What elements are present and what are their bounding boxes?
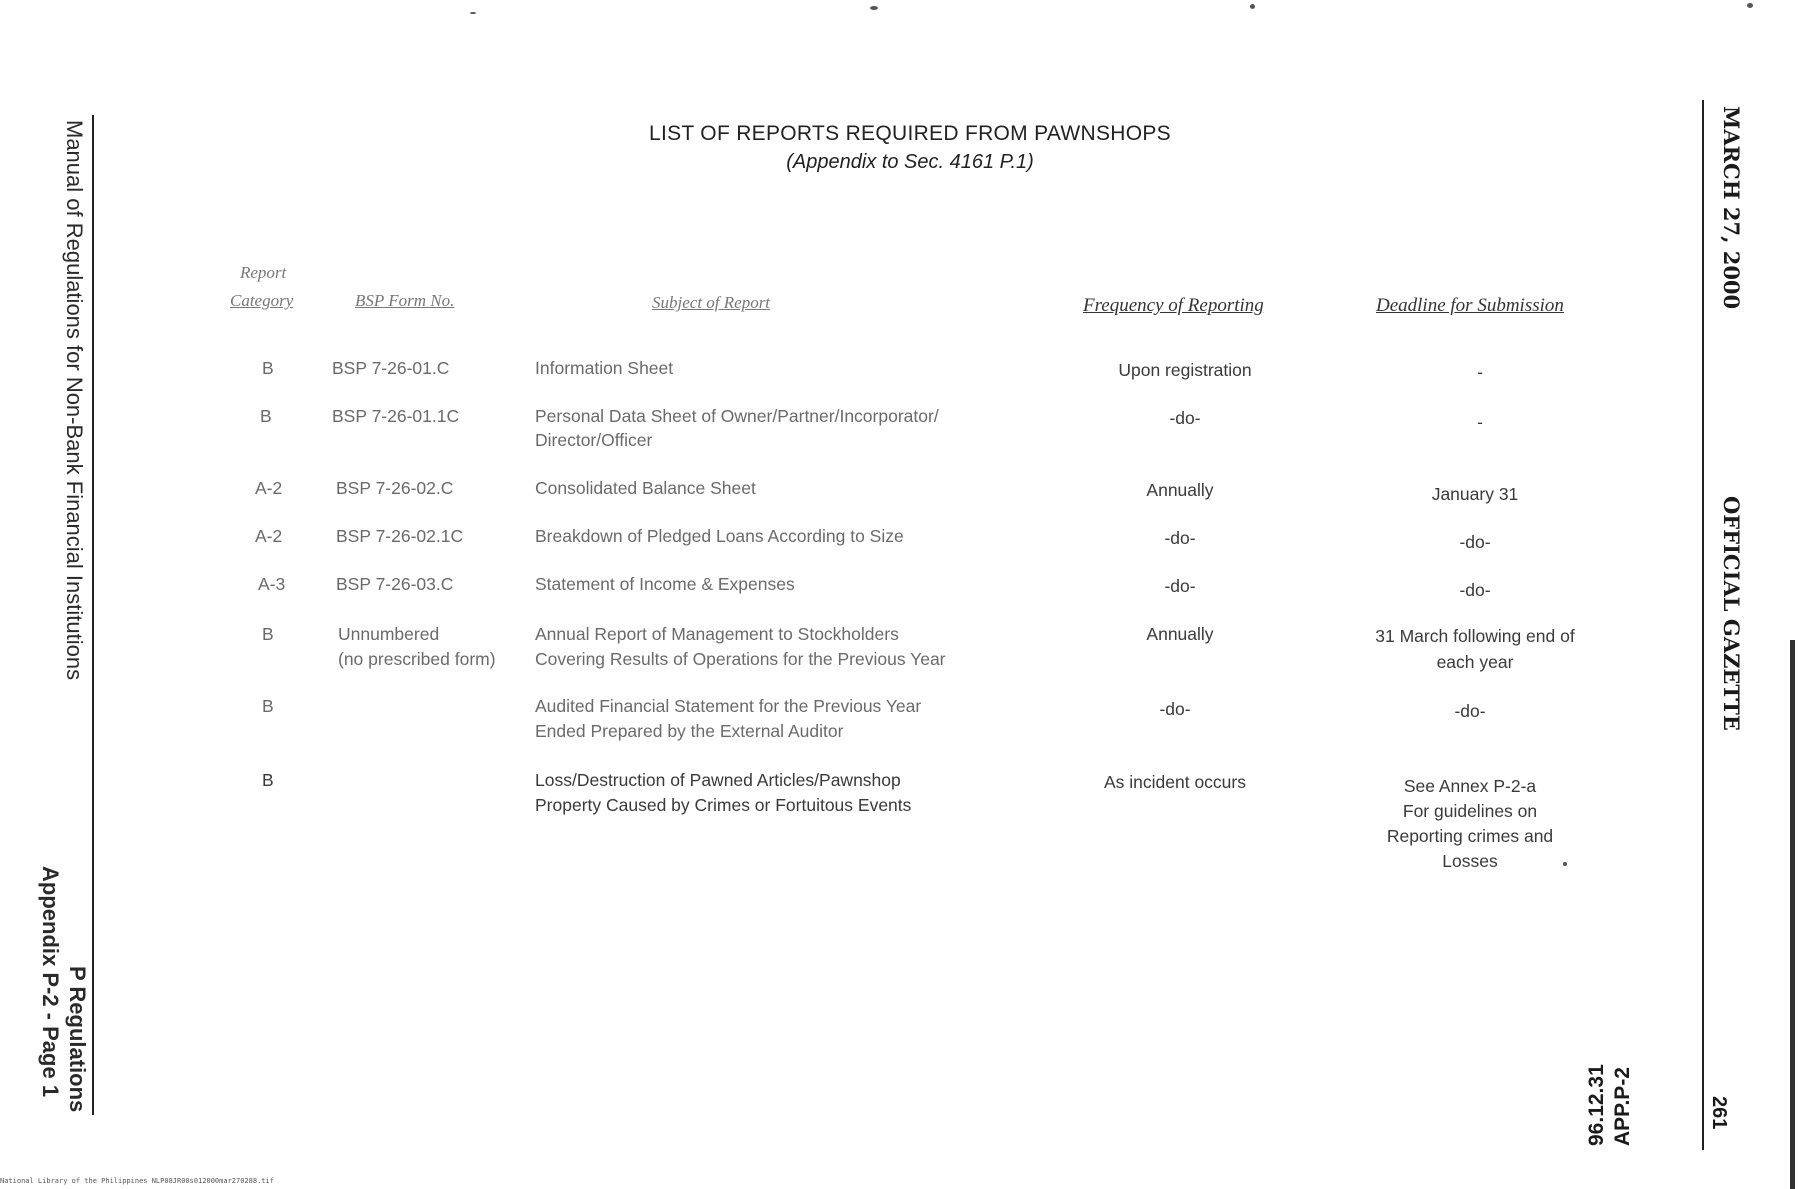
row-deadline-line2: each year bbox=[1436, 652, 1514, 672]
row-frequency: -do- bbox=[1159, 699, 1191, 719]
row-category: B bbox=[260, 406, 272, 426]
row-category: A-2 bbox=[255, 526, 283, 546]
row-deadline: -do- bbox=[1454, 701, 1486, 721]
row-subject-line2: Director/Officer bbox=[535, 430, 653, 450]
row-subject: Consolidated Balance Sheet bbox=[535, 478, 756, 498]
header-deadline: Deadline for Submission bbox=[1376, 295, 1564, 316]
header-form-no: BSP Form No. bbox=[355, 291, 455, 310]
header-category-line1: Report bbox=[240, 263, 287, 282]
scan-speck bbox=[870, 6, 878, 10]
row-subject-line2: Property Caused by Crimes or Fortuitous Events bbox=[535, 795, 912, 815]
row-frequency: -do- bbox=[1164, 528, 1196, 548]
row-form: BSP 7-26-01.1C bbox=[332, 406, 460, 426]
scan-footer: National Library of the Philippines NLP08JR00s012000mar270288.tif bbox=[0, 1177, 274, 1185]
page-title: LIST OF REPORTS REQUIRED FROM PAWNSHOPS bbox=[649, 122, 1171, 145]
row-deadline: -do- bbox=[1459, 532, 1491, 552]
row-category: B bbox=[262, 358, 274, 378]
row-deadline: - bbox=[1477, 412, 1483, 432]
row-deadline: See Annex P-2-a bbox=[1403, 776, 1537, 796]
row-subject: Statement of Income & Expenses bbox=[535, 574, 795, 594]
row-frequency: Upon registration bbox=[1118, 360, 1252, 380]
row-subject: Annual Report of Management to Stockholders bbox=[535, 624, 899, 644]
row-category: B bbox=[262, 696, 274, 716]
row-frequency: Annually bbox=[1146, 624, 1214, 644]
section-label: P Regulations bbox=[65, 966, 90, 1113]
scan-speck bbox=[1250, 4, 1255, 9]
row-frequency: As incident occurs bbox=[1103, 772, 1246, 792]
row-deadline-line2: For guidelines on bbox=[1402, 801, 1538, 821]
app-date: 96.12.31 bbox=[1585, 1064, 1608, 1146]
row-deadline: -do- bbox=[1459, 580, 1491, 600]
row-category: B bbox=[262, 624, 274, 644]
row-form: Unnumbered bbox=[338, 624, 440, 644]
row-form: BSP 7-26-02.C bbox=[336, 478, 454, 498]
row-subject: Personal Data Sheet of Owner/Partner/Incorporator/ bbox=[535, 406, 939, 426]
row-deadline: - bbox=[1477, 362, 1483, 382]
left-margin-rule bbox=[92, 115, 94, 1115]
row-frequency: Annually bbox=[1146, 480, 1214, 500]
header-category-line2: Category bbox=[230, 291, 294, 310]
right-edge-border bbox=[1790, 640, 1795, 1189]
gazette-title: OFFICIAL GAZETTE bbox=[1719, 496, 1744, 731]
right-margin-rule bbox=[1702, 100, 1704, 1150]
row-category: A-3 bbox=[258, 574, 286, 594]
row-category: B bbox=[262, 770, 274, 790]
header-frequency: Frequency of Reporting bbox=[1083, 295, 1264, 316]
row-subject-line2: Covering Results of Operations for the Previous Year bbox=[535, 649, 946, 669]
header-subject: Subject of Report bbox=[652, 293, 771, 312]
row-frequency: -do- bbox=[1169, 408, 1201, 428]
row-frequency: -do- bbox=[1164, 576, 1196, 596]
manual-title: Manual of Regulations for Non-Bank Financial Institutions bbox=[62, 120, 87, 681]
row-form: BSP 7-26-02.1C bbox=[336, 526, 464, 546]
app-code: APP.P-2 bbox=[1611, 1067, 1634, 1146]
row-category: A-2 bbox=[255, 478, 283, 498]
row-form-line2: (no prescribed form) bbox=[338, 649, 496, 669]
page-number: 261 bbox=[1708, 1096, 1730, 1130]
row-subject-line2: Ended Prepared by the External Auditor bbox=[535, 721, 844, 741]
row-form: BSP 7-26-03.C bbox=[336, 574, 454, 594]
row-deadline-line3: Reporting crimes and bbox=[1386, 826, 1554, 846]
row-deadline: January 31 bbox=[1431, 484, 1519, 504]
page-reference: Appendix P-2 - Page 1 bbox=[38, 866, 63, 1098]
row-subject: Loss/Destruction of Pawned Articles/Pawnshop bbox=[535, 770, 901, 790]
gazette-date: MARCH 27, 2000 bbox=[1719, 106, 1744, 310]
row-subject: Information Sheet bbox=[535, 358, 674, 378]
row-subject: Breakdown of Pledged Loans According to Size bbox=[535, 526, 904, 546]
row-deadline-line4: Losses bbox=[1442, 851, 1498, 871]
row-form: BSP 7-26-01.C bbox=[332, 358, 450, 378]
row-subject: Audited Financial Statement for the Previous Year bbox=[535, 696, 922, 716]
scan-speck bbox=[470, 12, 476, 14]
row-deadline: 31 March following end of bbox=[1375, 626, 1575, 646]
scan-speck bbox=[1563, 862, 1567, 866]
page-subtitle: (Appendix to Sec. 4161 P.1) bbox=[786, 151, 1034, 173]
scan-speck bbox=[1747, 3, 1753, 8]
